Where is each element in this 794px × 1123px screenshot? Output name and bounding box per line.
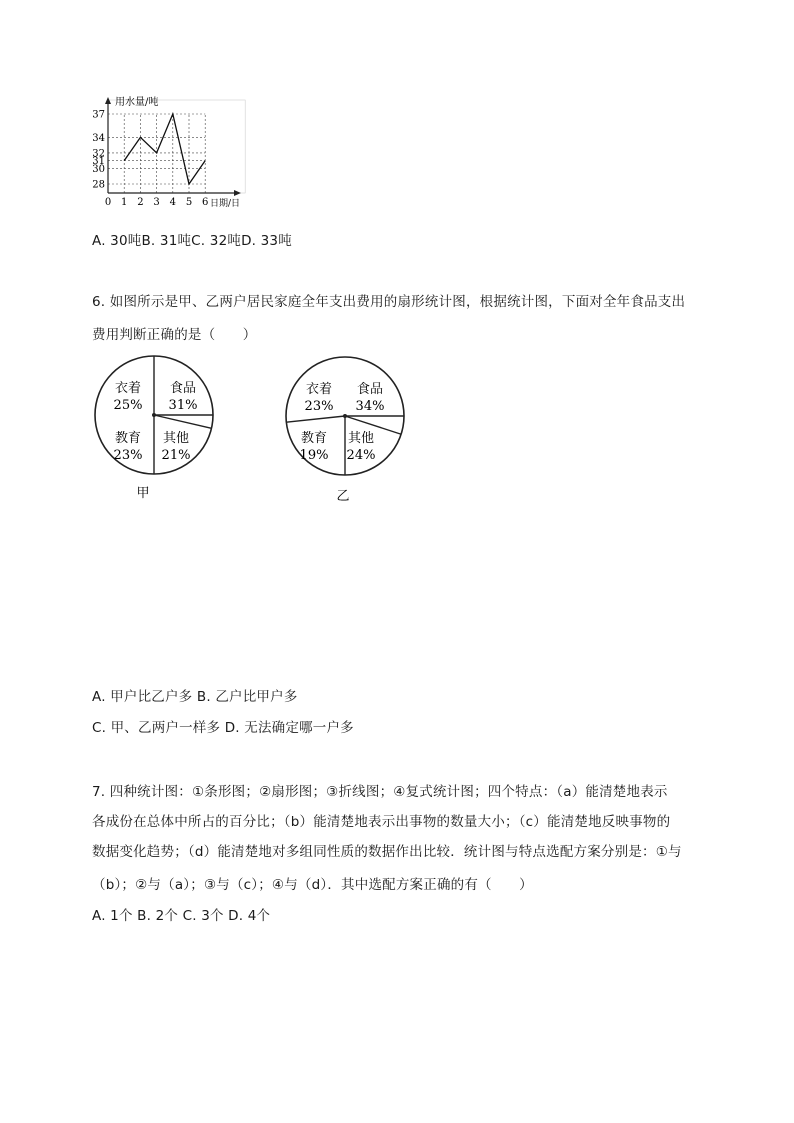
y-tick-label: 31: [92, 156, 105, 168]
x-axis-arrow: [234, 190, 241, 196]
x-tick-label: 1: [121, 197, 128, 208]
slice-label: 教育: [300, 431, 328, 446]
x-tick-label: 4: [169, 197, 176, 208]
slice-label: 其他: [347, 431, 375, 446]
slice-percent: 34%: [355, 399, 385, 414]
y-tick-label: 32: [92, 148, 105, 160]
slice-percent: 23%: [113, 448, 143, 463]
slice-label: 食品: [356, 382, 384, 397]
y-axis-arrow: [105, 97, 111, 104]
x-tick-label: 5: [185, 197, 193, 208]
q5-options: A. 30吨B. 31吨C. 32吨D. 33吨: [92, 233, 292, 249]
x-tick-label: 2: [137, 197, 144, 208]
slice-label: 教育: [114, 431, 142, 446]
q6-options-line-2: C. 甲、乙两户一样多 D. 无法确定哪一户多: [92, 720, 354, 736]
y-tick-label: 34: [92, 132, 105, 144]
slice-label: 其他: [162, 431, 190, 446]
slice-percent: 23%: [304, 399, 334, 414]
chart-series: [124, 114, 205, 184]
y-axis-label: 用水量/吨: [115, 97, 159, 108]
y-tick-label: 30: [92, 163, 105, 175]
pie-chart-jia: [95, 356, 213, 501]
q7-stem-line-4: （b）；②与（a）；③与（c）；④与（d）．其中选配方案正确的有（ ）: [92, 877, 533, 893]
q7-stem-line-2: 各成份在总体中所占的百分比；（b）能清楚地表示出事物的数量大小；（c）能清楚地反映事物的: [92, 814, 671, 830]
slice-percent: 24%: [346, 448, 376, 463]
series-line: [124, 114, 205, 184]
q7-stem-line-1: 7. 四种统计图：①条形图；②扇形图；③折线图；④复式统计图；四个特点：（a）能清楚地表示: [92, 784, 668, 800]
chart-axes: [105, 97, 241, 196]
y-tick-label: 37: [92, 109, 105, 121]
water-usage-line-chart: [88, 92, 258, 217]
x-tick-label: 0: [104, 197, 112, 208]
x-tick-label: 6: [202, 197, 209, 208]
pie-title: 甲: [136, 486, 150, 501]
q7-stem-line-3: 数据变化趋势；（d）能清楚地对多组同性质的数据作出比较．统计图与特点选配方案分别是：①与: [92, 844, 682, 860]
x-tick-label: 3: [153, 197, 160, 208]
pie-center: [152, 413, 156, 417]
pie-title: 乙: [336, 489, 350, 504]
slice-label: 衣着: [305, 382, 333, 397]
q6-stem-line-2: 费用判断正确的是（ ）: [92, 327, 257, 343]
pie-charts: [88, 345, 418, 510]
pie-center: [343, 414, 347, 418]
slice-percent: 21%: [161, 448, 191, 463]
slice-label: 衣着: [114, 381, 142, 396]
slice-percent: 25%: [113, 398, 143, 413]
q6-options-line-1: A. 甲户比乙户多 B. 乙户比甲户多: [92, 689, 298, 705]
slice-percent: 19%: [299, 448, 329, 463]
y-tick-label: 28: [92, 179, 105, 191]
q6-stem-line-1: 6. 如图所示是甲、乙两户居民家庭全年支出费用的扇形统计图，根据统计图，下面对全年食品支出: [92, 294, 686, 310]
slice-percent: 31%: [168, 398, 198, 413]
pie-chart-yi: [286, 357, 404, 504]
slice-label: 食品: [169, 381, 197, 396]
chart-guides: [108, 100, 245, 193]
q7-options: A. 1个 B. 2个 C. 3个 D. 4个: [92, 908, 271, 924]
x-axis-label: 日期/日: [210, 199, 241, 209]
